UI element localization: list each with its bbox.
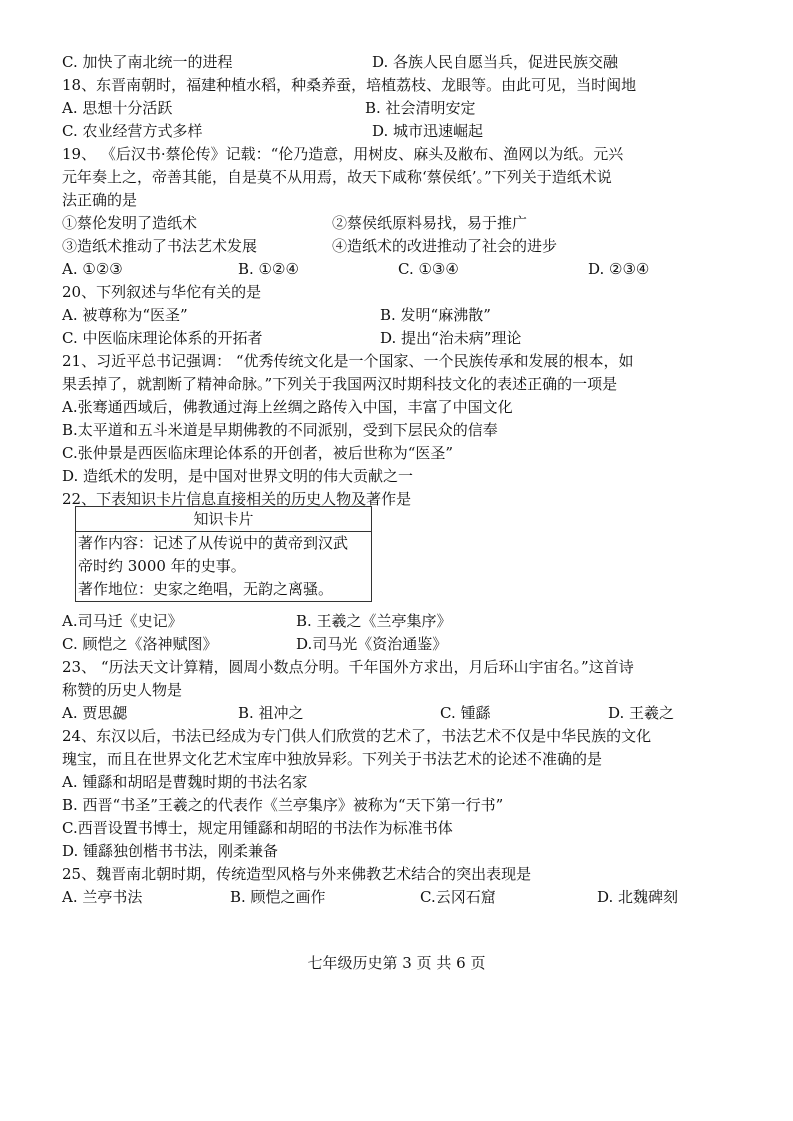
q17-option-d: D. 各族人民自愿当兵，促进民族交融	[372, 53, 619, 71]
q24-option-c: C.西晋设置书博士，规定用锺繇和胡昭的书法作为标准书体	[62, 819, 453, 837]
q21-stem-line1: 21、习近平总书记强调： “优秀传统文化是一个国家、一个民族传承和发展的根本，如	[62, 352, 634, 370]
q20-option-a: A. 被尊称为“医圣”	[62, 306, 188, 324]
q21-option-a: A.张骞通西域后，佛教通过海上丝绸之路传入中国，丰富了中国文化	[62, 398, 513, 416]
q18-option-b: B. 社会清明安定	[365, 99, 476, 117]
q19-statement-4: ④造纸术的改进推动了社会的进步	[332, 237, 558, 255]
q19-option-b: B. ①②④	[238, 260, 299, 278]
q22-option-b: B. 王羲之《兰亭集序》	[296, 612, 452, 630]
knowledge-card-line: 帝时约 3000 年的史事。	[78, 557, 246, 575]
knowledge-card-line: 著作地位：史家之绝唱，无韵之离骚。	[78, 580, 334, 598]
q23-option-b: B. 祖冲之	[238, 704, 304, 722]
q17-option-c: C. 加快了南北统一的进程	[62, 53, 233, 71]
q24-stem-line2: 瑰宝，而且在世界文化艺术宝库中独放异彩。下列关于书法艺术的论述不准确的是	[62, 750, 603, 768]
knowledge-card	[75, 506, 372, 602]
q19-option-d: D. ②③④	[588, 260, 650, 278]
q21-stem-line2: 果丢掉了，就割断了精神命脉。”下列关于我国两汉时期科技文化的表述正确的一项是	[62, 375, 618, 393]
q19-stem-line1: 19、 《后汉书·蔡伦传》记载：“伦乃造意，用树皮、麻头及敝布、渔网以为纸。元兴	[62, 145, 624, 163]
q21-option-d: D. 造纸术的发明，是中国对世界文明的伟大贡献之一	[62, 467, 414, 485]
q19-option-a: A. ①②③	[62, 260, 123, 278]
q24-stem-line1: 24、东汉以后，书法已经成为专门供人们欣赏的艺术了，书法艺术不仅是中华民族的文化	[62, 727, 652, 745]
q23-stem-line2: 称赞的历史人物是	[62, 681, 183, 699]
q24-option-a: A. 锺繇和胡昭是曹魏时期的书法名家	[62, 773, 308, 791]
q18-stem: 18、东晋南朝时，福建种植水稻，种桑养蚕，培植荔枝、龙眼等。由此可见，当时闽地	[62, 76, 637, 94]
q19-statement-3: ③造纸术推动了书法艺术发展	[62, 237, 258, 255]
q21-option-c: C.张仲景是西医临床理论体系的开创者，被后世称为“医圣”	[62, 444, 454, 462]
q25-option-a: A. 兰亭书法	[62, 888, 143, 906]
q19-stem-line3: 法正确的是	[62, 191, 138, 209]
q18-option-c: C. 农业经营方式多样	[62, 122, 203, 140]
q20-stem: 20、下列叙述与华佗有关的是	[62, 283, 262, 301]
knowledge-card-title: 知识卡片	[76, 507, 371, 532]
q23-option-c: C. 锺繇	[440, 704, 491, 722]
q25-option-c: C.云冈石窟	[420, 888, 496, 906]
q19-stem-line2: 元年奏上之，帝善其能，自是莫不从用焉，故天下咸称‘蔡侯纸’。”下列关于造纸术说	[62, 168, 612, 186]
q19-statement-2: ②蔡侯纸原料易找，易于推广	[332, 214, 528, 232]
q25-option-b: B. 顾恺之画作	[230, 888, 326, 906]
q23-option-a: A. 贾思勰	[62, 704, 128, 722]
page-footer: 七年级历史第 3 页 共 6 页	[307, 954, 486, 972]
q18-option-a: A. 思想十分活跃	[62, 99, 173, 117]
q19-statement-1: ①蔡伦发明了造纸术	[62, 214, 198, 232]
q25-stem: 25、魏晋南北朝时期，传统造型风格与外来佛教艺术结合的突出表现是	[62, 865, 532, 883]
q22-option-d: D.司马光《资治通鉴》	[296, 635, 448, 653]
q22-option-c: C. 顾恺之《洛神赋图》	[62, 635, 218, 653]
q25-option-d: D. 北魏碑刻	[597, 888, 679, 906]
q20-option-d: D. 提出“治未病”理论	[380, 329, 522, 347]
q22-stem: 22、下表知识卡片信息直接相关的历史人物及著作是	[62, 490, 412, 508]
q20-option-c: C. 中医临床理论体系的开拓者	[62, 329, 263, 347]
q23-option-d: D. 王羲之	[608, 704, 675, 722]
q18-option-d: D. 城市迅速崛起	[372, 122, 484, 140]
q24-option-b: B. 西晋“书圣”王羲之的代表作《兰亭集序》被称为“天下第一行书”	[62, 796, 504, 814]
q19-option-c: C. ①③④	[398, 260, 459, 278]
knowledge-card-line: 著作内容：记述了从传说中的黄帝到汉武	[78, 534, 349, 552]
q23-stem-line1: 23、 “历法天文计算精，圆周小数点分明。千年国外方求出，月后环山宇宙名。”这首诗	[62, 658, 634, 676]
q20-option-b: B. 发明“麻沸散”	[380, 306, 491, 324]
q22-option-a: A.司马迁《史记》	[62, 612, 183, 630]
q21-option-b: B.太平道和五斗米道是早期佛教的不同派别，受到下层民众的信奉	[62, 421, 498, 439]
q24-option-d: D. 锺繇独创楷书书法，刚柔兼备	[62, 842, 279, 860]
